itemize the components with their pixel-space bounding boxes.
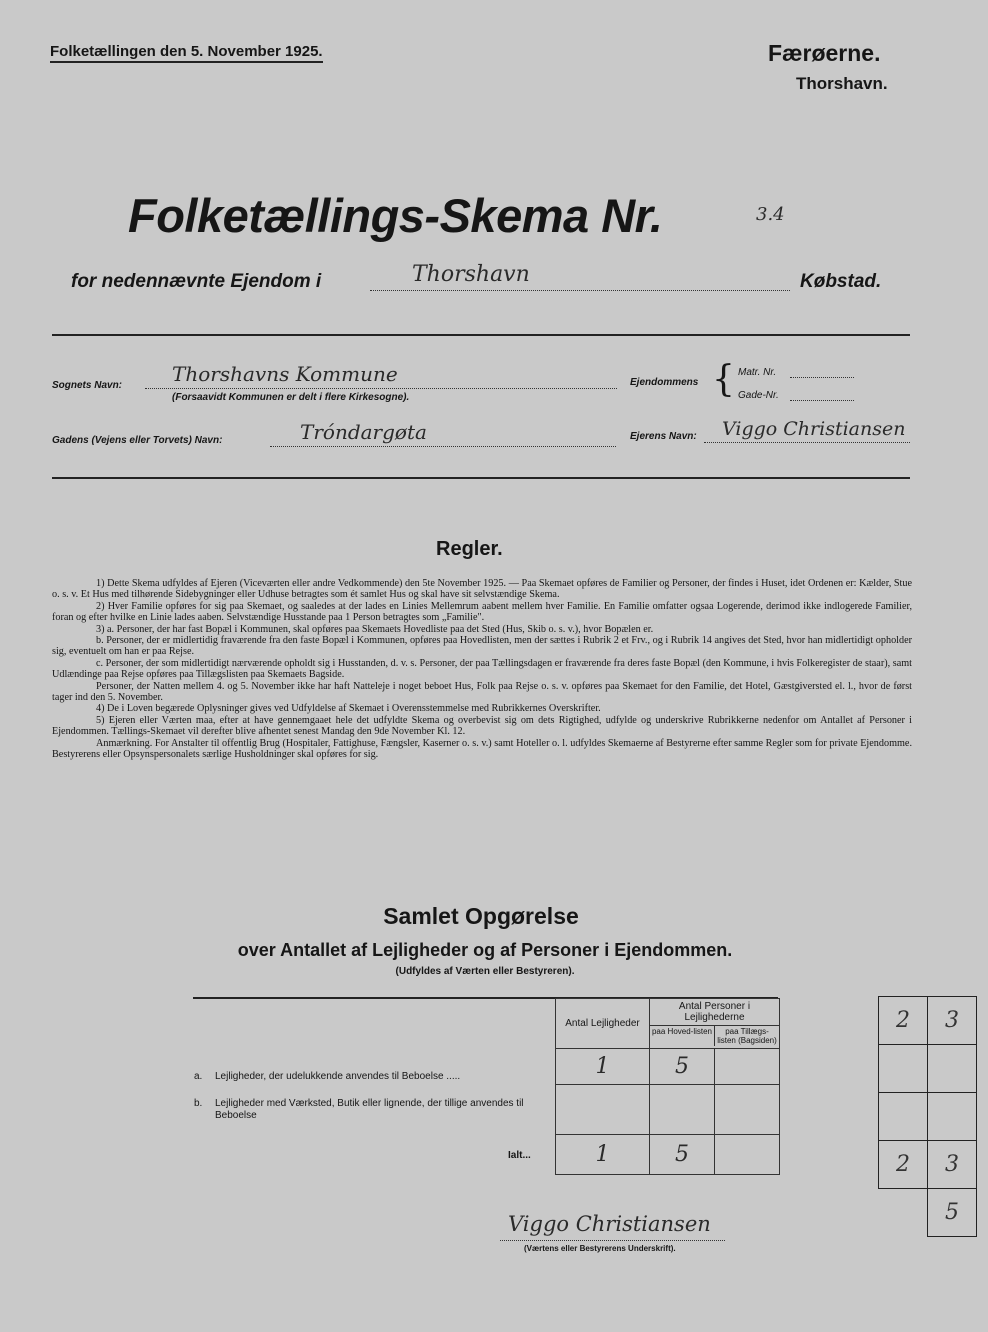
row-b-supplement[interactable] [715, 1085, 780, 1135]
total-apartments[interactable]: 1 [556, 1135, 650, 1175]
property-label: Ejendommens [630, 377, 699, 388]
form-title: Folketællings-Skema Nr. [128, 189, 663, 242]
summary-heading: Samlet Opgørelse [383, 903, 579, 929]
signature[interactable]: Viggo Christiansen [508, 1212, 711, 1236]
matr-line [790, 377, 854, 378]
divider-bottom [52, 477, 910, 479]
row-b-persons[interactable] [650, 1085, 715, 1135]
row-a-supplement[interactable] [715, 1049, 780, 1085]
rule-1: 1) Dette Skema udfyldes af Ejeren (Viceværten eller andre Vedkommende) den 5te November 1925. — Paa Skemaet opføres de Familier og Personer, der findes i Huset, idet Ordenen er: Kælder, Stue o. s. v. Et Hus med tilhørende Sidebygninger eller Udhuse betragtes som ét samlet Hus og skal have sit selvstændige Skema. [52, 578, 912, 601]
matr-label: Matr. Nr. [738, 367, 777, 378]
col-apartments-header: Antal Lejligheder [556, 999, 650, 1049]
total-persons[interactable]: 5 [650, 1135, 715, 1175]
box-2-1[interactable] [879, 1045, 928, 1093]
rule-2: 2) Hver Familie opføres for sig paa Skemaet, og saaledes at der lades en Linies Mellemrum aabent mellem hver Familie. En Familie omfatter ogsaa Logerende, derimod ikke indlogerede Familier, foran og efter hvilke en Linie lades aaben. Selvstændige Husstande paa 1 Person betragtes som „Familie". [52, 600, 912, 624]
box-5-2[interactable]: 5 [928, 1189, 977, 1237]
row-b-label: Lejligheder med Værksted, Butik eller lignende, der tillige anvendes til Beboelse [215, 1098, 524, 1121]
box-1-1[interactable]: 2 [879, 997, 928, 1045]
owner-line [704, 442, 910, 443]
signature-caption: (Værtens eller Bestyrerens Underskrift). [524, 1244, 676, 1253]
rule-3c: c. Personer, der som midlertidigt nærværende opholdt sig i Husstanden, d. v. s. Personer, der paa Tællingsdagen er fraværende fra deres faste Bopæl (den Kommune, i hvis Folkeregister de staar), samt Udlændinge paa Rejse opføres paa Tillægslisten paa Skemaets Bagside. [52, 657, 912, 681]
col-supplement: paa Tillægs-listen (Bagsiden) [717, 1027, 777, 1045]
box-2-2[interactable] [928, 1045, 977, 1093]
col-persons-label: Antal Personer i Lejlighederne [678, 1001, 751, 1023]
owner-value[interactable]: Viggo Christiansen [722, 418, 906, 440]
box-1-2[interactable]: 3 [928, 997, 977, 1045]
brace-icon: { [712, 359, 735, 400]
gade-label: Gade-Nr. [738, 390, 779, 401]
place-line [370, 290, 790, 291]
summary-note: (Udfyldes af Værten eller Bestyreren). [395, 966, 575, 977]
row-a-label: Lejligheder, der udelukkende anvendes til Beboelse ..... [215, 1071, 461, 1082]
signature-line [500, 1240, 725, 1241]
row-a-persons[interactable]: 5 [650, 1049, 715, 1085]
summary-subheading: over Antallet af Lejligheder og af Personer i Ejendommen. [237, 940, 733, 960]
row-b-letter: b. [194, 1098, 203, 1109]
rule-4: 4) De i Loven begærede Oplysninger gives ved Udfyldelse af Skemaet i Overensstemmelse med Rubrikkernes Overskrifter. [96, 703, 601, 715]
rule-3a: 3) a. Personer, der har fast Bopæl i Kommunen, skal opføres paa Skemaets Hovedliste paa det Sted (Hus, Skib o. s. v.), hvor Bopælen er. [96, 623, 654, 635]
owner-label: Ejerens Navn: [630, 431, 697, 442]
box-5-1 [879, 1189, 928, 1237]
rule-5: 5) Ejeren eller Værten maa, efter at have gennemgaaet hele det udfyldte Skema og overbevist sig om dets Rigtighed, udfylde og underskrive Rubrikkerne nedenfor om Antallet af Personer i Ejendommen. Tællings-Skemaet vil derefter blive afhentet senest Mandag den 9de November Kl. 12. [52, 714, 912, 738]
rule-3d: Personer, der Natten mellem 4. og 5. November ikke har haft Natteleje i noget beboet Hus, Folk paa Rejse o. s. v. opføres paa Skemaet for den Familie, det Hotel, Gæstgiversted el. l., hvor de først tager ind den 5. November. [52, 680, 912, 704]
subtitle-prefix: for nedennævnte Ejendom i [71, 271, 322, 292]
gade-line [790, 400, 854, 401]
row-a-letter: a. [194, 1071, 203, 1082]
parish-value[interactable]: Thorshavns Kommune [172, 362, 398, 386]
street-label: Gadens (Vejens eller Torvets) Navn: [52, 435, 223, 446]
subtitle-suffix: Købstad. [800, 271, 882, 292]
rule-3b: b. Personer, der er midlertidig fraværende fra den faste Bopæl i Kommunen, opføres paa Hovedlisten, men der sættes i Rubrik 2 et Frv., og i Rubrik 14 angives det Sted, hvor han midlertidigt opholder sig, eventuelt om han er paa Rejse. [52, 635, 912, 658]
box-4-1[interactable]: 2 [879, 1141, 928, 1189]
street-line [270, 446, 616, 447]
side-tally-boxes [878, 996, 977, 1237]
street-value[interactable]: Tróndargøta [300, 420, 427, 444]
town-name: Thorshavn. [796, 74, 888, 93]
rules-heading: Regler. [436, 538, 503, 560]
summary-table [555, 998, 780, 1175]
row-a-apartments[interactable]: 1 [556, 1049, 650, 1085]
rule-note: Anmærkning. For Anstalter til offentlig Brug (Hospitaler, Fattighuse, Fængsler, Kaserner o. s. v.) samt Hoteller o. l. udfyldes Skemaerne af Bestyrerne efter samme Regler som for private Ejendomme. Bestyrerens eller Opsynspersonalets særlige Husholdninger skal opføres for sig. [52, 737, 912, 761]
form-number-handwritten: 3.4 [756, 204, 785, 225]
rules-text [52, 578, 912, 761]
total-label: Ialt... [508, 1150, 531, 1161]
divider-top [52, 334, 910, 336]
total-supplement[interactable] [715, 1135, 780, 1175]
region-name: Færøerne. [768, 40, 881, 66]
col-persons-header [650, 999, 780, 1049]
box-3-1[interactable] [879, 1093, 928, 1141]
parish-note: (Forsaavidt Kommunen er delt i flere Kirkesogne). [172, 392, 410, 403]
row-b-apartments[interactable] [556, 1085, 650, 1135]
place-handwritten[interactable]: Thorshavn [412, 262, 530, 287]
box-3-2[interactable] [928, 1093, 977, 1141]
col-main-list: paa Hoved-listen [650, 1026, 715, 1046]
box-4-2[interactable]: 3 [928, 1141, 977, 1189]
parish-line [145, 388, 617, 389]
parish-label: Sognets Navn: [52, 380, 123, 391]
census-title: Folketællingen den 5. November 1925. [50, 43, 323, 63]
